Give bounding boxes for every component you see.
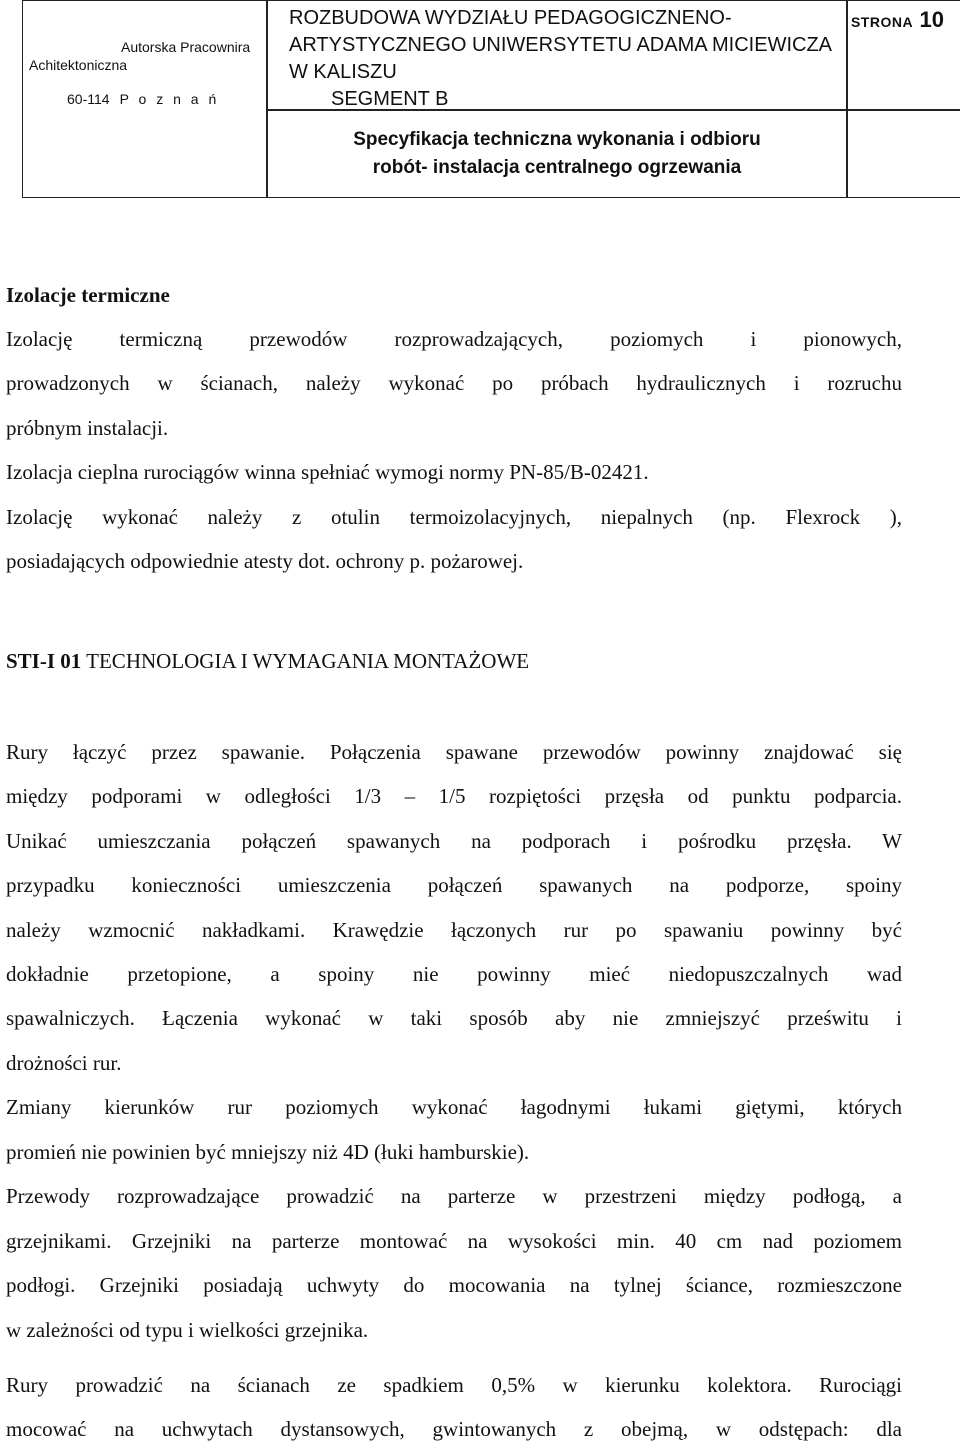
page-label: STRONA — [850, 14, 914, 30]
document-header — [22, 0, 960, 198]
spec-title-line: robót- instalacja centralnego ogrzewania — [372, 157, 742, 178]
paragraph-line: spawalniczych. Łączenia wykonać w taki sposób aby nie zmniejszyć prześwitu i — [6, 1006, 902, 1030]
paragraph-line: Izolację wykonać należy z otulin termoizolacyjnych, niepalnych (np. Flexrock ), — [6, 505, 902, 529]
paragraph-line: Unikać umieszczania połączeń spawanych na podporach i pośrodku przęsła. W — [6, 829, 902, 853]
author-name-line1: Autorska Pracownira — [121, 39, 251, 55]
author-city: P o z n a ń — [119, 91, 220, 107]
project-title-line: ARTYSTYCZNEGO UNIWERSYTETU ADAMA MICIEWICZA — [289, 34, 833, 56]
paragraph-line: Izolacja cieplna rurociągów winna spełniać wymogi normy PN-85/B-02421. — [6, 460, 649, 484]
project-title-line: W KALISZU — [289, 61, 397, 83]
paragraph-line: Zmiany kierunków rur poziomych wykonać łagodnymi łukami giętymi, których — [6, 1095, 902, 1119]
paragraph-line: próbnym instalacji. — [6, 416, 169, 440]
paragraph-line: drożności rur. — [6, 1051, 122, 1075]
section-title-text: TECHNOLOGIA I WYMAGANIA MONTAŻOWE — [86, 649, 530, 673]
author-cell — [22, 0, 268, 198]
paragraph-line: prowadzonych w ścianach, należy wykonać po próbach hydraulicznych i rozruchu — [6, 371, 902, 395]
paragraph-line: należy wzmocnić nakładkami. Krawędzie łączonych rur po spawaniu powinny być — [6, 918, 902, 942]
paragraph-line: podłogi. Grzejniki posiadają uchwyty do mocowania na tylnej ściance, rozmieszczone — [6, 1273, 902, 1297]
section-title — [6, 649, 529, 674]
spec-title — [266, 126, 848, 182]
paragraph-line: Izolację termiczną przewodów rozprowadzających, poziomych i pionowych, — [6, 327, 902, 351]
section-heading: Izolacje termiczne — [6, 283, 170, 307]
project-title-cell — [266, 0, 848, 111]
spec-title-line: Specyfikacja techniczna wykonania i odbioru — [353, 129, 761, 150]
paragraph-line: Rury łączyć przez spawanie. Połączenia spawane przewodów powinny znajdować się — [6, 740, 902, 764]
project-segment: SEGMENT B — [331, 88, 449, 110]
project-title-line: ROZBUDOWA WYDZIAŁU PEDAGOGICZNENO- — [289, 7, 732, 29]
section-code: STI-I 01 — [6, 649, 82, 673]
paragraph-line: grzejnikami. Grzejniki na parterze montować na wysokości min. 40 cm nad poziomem — [6, 1229, 902, 1253]
paragraph-line: dokładnie przetopione, a spoiny nie powinny mieć niedopuszczalnych wad — [6, 962, 902, 986]
paragraph-line: między podporami w odległości 1/3 – 1/5 rozpiętości przęsła od punktu podparcia. — [6, 784, 902, 808]
paragraph-line: Rury prowadzić na ścianach ze spadkiem 0,5% w kierunku kolektora. Rurociągi — [6, 1373, 902, 1397]
paragraph-line: Przewody rozprowadzające prowadzić na parterze w przestrzeni między podłogą, a — [6, 1184, 902, 1208]
project-title — [289, 5, 832, 113]
paragraph-line: przypadku konieczności umieszczenia połączeń spawanych na podporze, spoiny — [6, 873, 902, 897]
author-postal-code: 60-114 — [67, 91, 110, 107]
page-number — [851, 7, 944, 33]
author-address — [67, 89, 219, 109]
paragraph-line: w zależności od typu i wielkości grzejnika. — [6, 1318, 369, 1342]
paragraph-line: mocować na uchwytach dystansowych, gwintowanych z obejmą, w odstępach: dla — [6, 1417, 902, 1441]
page-number-cell — [846, 0, 960, 111]
author-name-line2: Achitektoniczna — [29, 57, 128, 73]
empty-cell — [846, 109, 960, 198]
paragraph-line: posiadających odpowiednie atesty dot. ochrony p. pożarowej. — [6, 549, 524, 573]
page-number-value: 10 — [919, 7, 944, 32]
paragraph-line: promień nie powinien być mniejszy niż 4D (łuki hamburskie). — [6, 1140, 530, 1164]
